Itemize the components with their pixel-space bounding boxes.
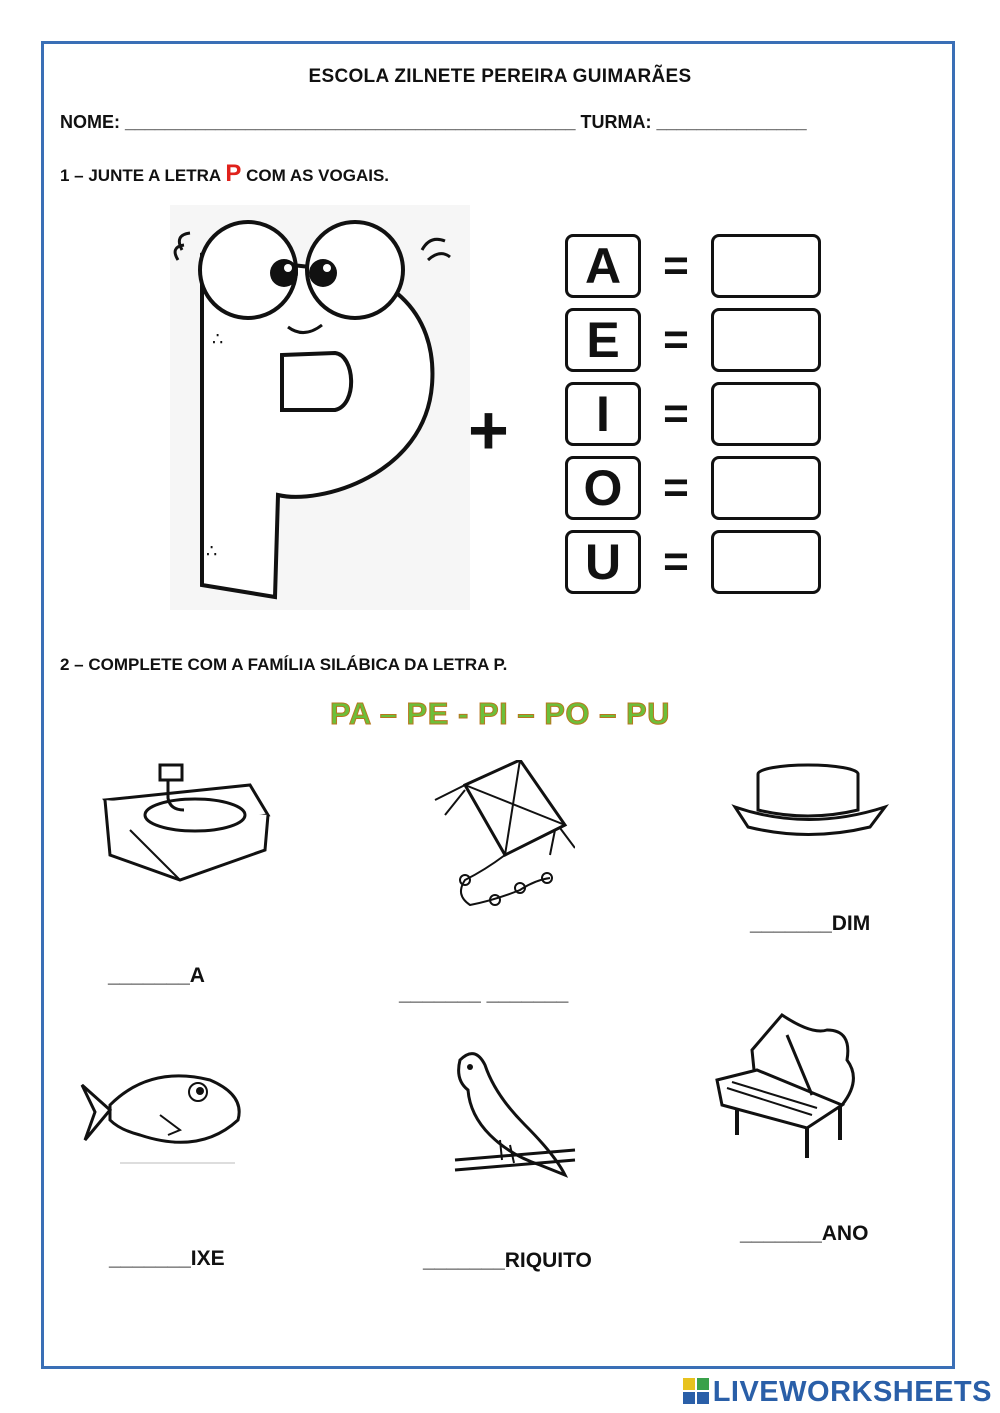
question-2: 2 – COMPLETE COM A FAMÍLIA SILÁBICA DA LETRA P. [60, 655, 508, 674]
class-label: TURMA: [580, 112, 652, 132]
equals-sign: = [663, 315, 689, 364]
vowel-box-u: U [565, 530, 641, 594]
vowel-box-e: E [565, 308, 641, 372]
vowel-row [565, 229, 830, 303]
parakeet-illustration [440, 1045, 580, 1185]
vowel-row [565, 303, 830, 377]
answer-fish[interactable]: _______IXE [109, 1247, 225, 1270]
svg-text:∴: ∴ [212, 329, 224, 349]
liveworksheets-logo-icon [683, 1378, 709, 1404]
name-class-line [60, 112, 807, 133]
answer-box-a[interactable] [711, 234, 821, 298]
answer-piano[interactable]: _______ANO [740, 1222, 869, 1245]
svg-text:∴: ∴ [206, 541, 218, 561]
answer-box-o[interactable] [711, 456, 821, 520]
plus-sign: + [468, 391, 509, 469]
kite-illustration [425, 760, 575, 920]
brand-name: LIVEWORKSHEETS [712, 1376, 992, 1408]
equals-sign: = [663, 463, 689, 512]
answer-kite[interactable]: _______ _______ [399, 982, 569, 1005]
answer-sink[interactable]: _______A [108, 964, 205, 987]
answer-box-u[interactable] [711, 530, 821, 594]
vowel-box-a: A [565, 234, 641, 298]
answer-parakeet[interactable]: _______RIQUITO [423, 1249, 592, 1272]
answer-box-i[interactable] [711, 382, 821, 446]
answer-box-e[interactable] [711, 308, 821, 372]
letter-p-character-illustration [170, 205, 470, 610]
sink-illustration [100, 760, 275, 885]
fish-illustration [80, 1060, 245, 1165]
name-field[interactable]: _____________________________________________ [125, 112, 576, 132]
syllable-family: PA – PE - PI – PO – PU [329, 696, 671, 731]
vowel-row [565, 525, 830, 599]
question-1-suffix: COM AS VOGAIS. [246, 166, 390, 185]
equals-sign: = [663, 389, 689, 438]
class-field[interactable]: _______________ [656, 112, 807, 132]
name-label: NOME: [60, 112, 120, 132]
equals-sign: = [663, 241, 689, 290]
question-1-prefix: 1 – JUNTE A LETRA [60, 166, 221, 185]
liveworksheets-brand [683, 1376, 992, 1409]
pudding-illustration [730, 762, 890, 837]
question-1 [60, 160, 389, 188]
vowel-row [565, 451, 830, 525]
answer-pudding[interactable]: _______DIM [750, 912, 871, 935]
piano-illustration [712, 1010, 867, 1160]
vowel-box-o: O [565, 456, 641, 520]
vowel-row [565, 377, 830, 451]
vowel-table [565, 229, 830, 599]
equals-sign: = [663, 537, 689, 586]
question-1-letter: P [225, 160, 242, 187]
vowel-box-i: I [565, 382, 641, 446]
school-title: ESCOLA ZILNETE PEREIRA GUIMARÃES [308, 66, 692, 87]
